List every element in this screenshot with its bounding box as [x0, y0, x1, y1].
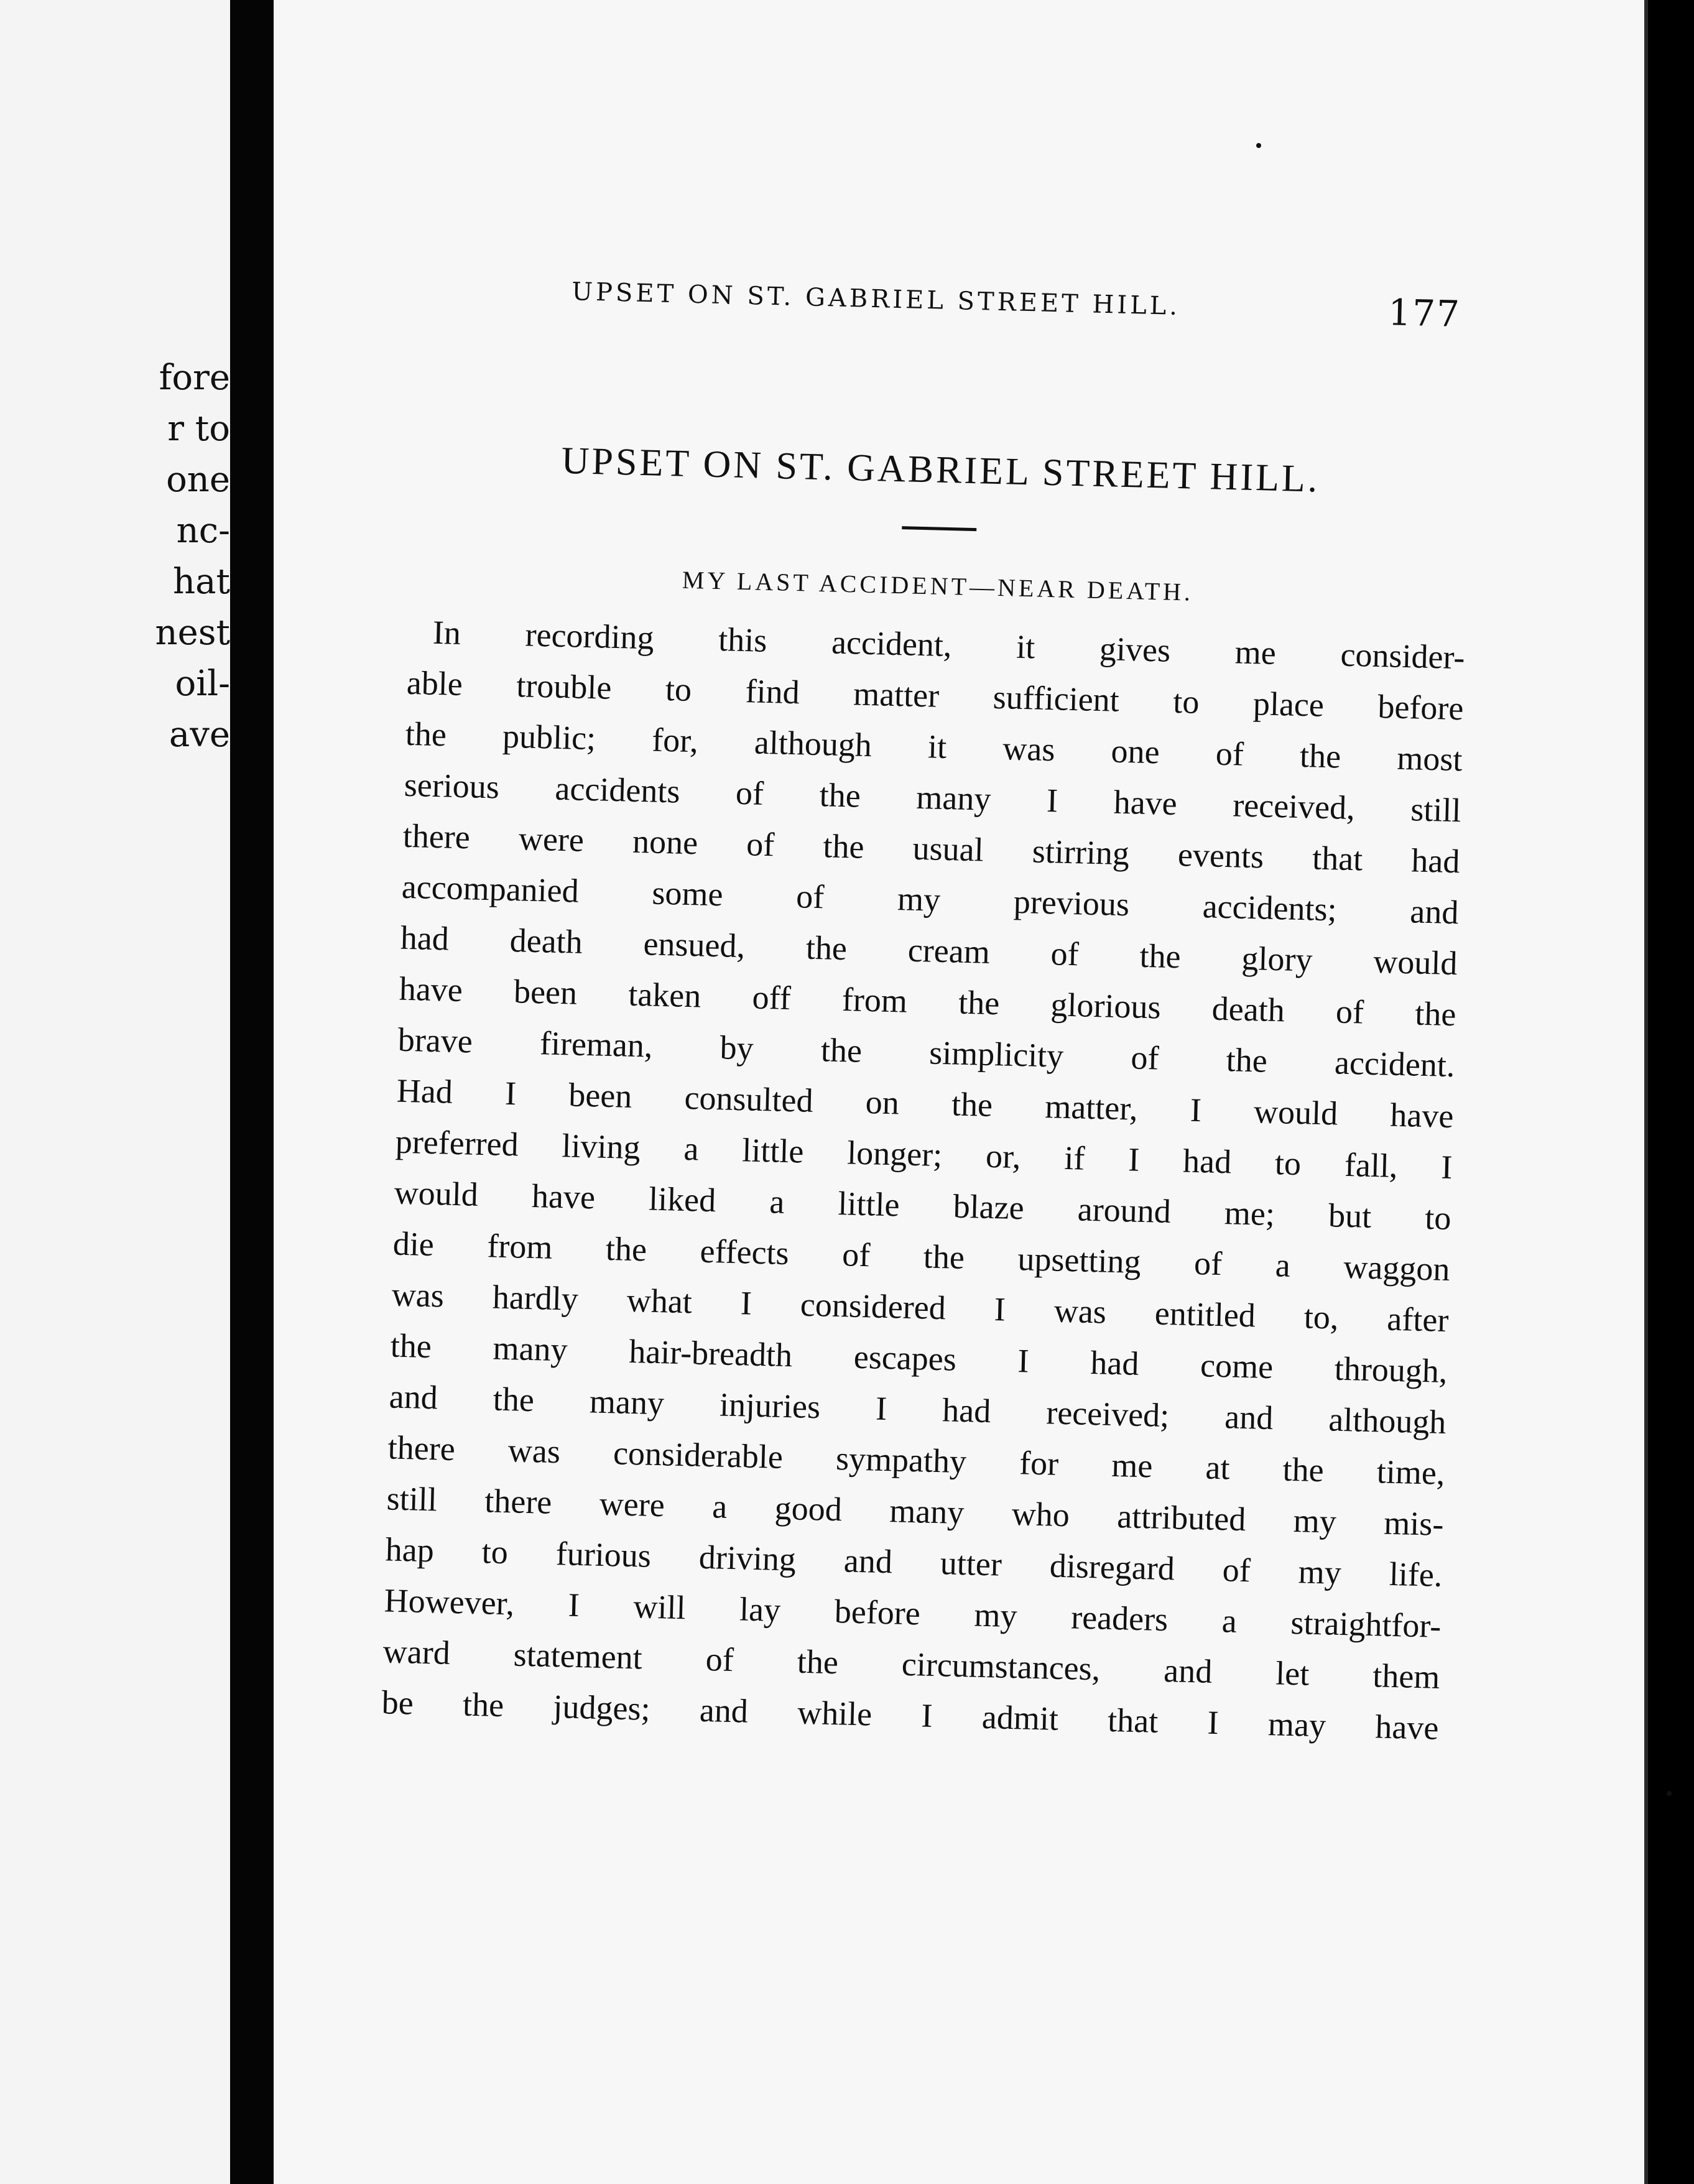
left-page-line: one [166, 460, 230, 500]
body-line: the many hair-breadth escapes I had come through, [390, 1326, 1448, 1390]
body-text [381, 606, 1466, 1754]
body-line: was hardly what I considered I was entitled to, after [391, 1275, 1450, 1340]
body-line: serious accidents of the many I have received, still [404, 766, 1462, 830]
running-head [416, 274, 1474, 337]
book-gutter [230, 0, 274, 2184]
left-page-line: hat [173, 562, 230, 602]
body-line: be the judges; and while I admit that I may have [381, 1683, 1440, 1747]
left-page-line: r to [167, 409, 230, 449]
body-line: preferred living a little longer; or, if I had to fall, I [395, 1122, 1453, 1187]
body-line: accompanied some of my previous accidents; and [401, 868, 1460, 932]
body-line: have been taken off from the glorious death of the [399, 969, 1457, 1034]
body-line: Had I been consulted on the matter, I would have [396, 1071, 1455, 1136]
body-line: still there were a good many who attributed my mis- [386, 1479, 1445, 1543]
body-line: able trouble to find matter sufficient to place before [406, 664, 1465, 728]
left-page-line: fore [159, 358, 230, 398]
body-line: die from the effects of the upsetting of a waggon [392, 1224, 1451, 1289]
body-line: ward statement of the circumstances, and let them [382, 1632, 1441, 1696]
left-page-line: ave [169, 715, 230, 755]
scan-speck [1256, 143, 1261, 148]
page-number: 177 [1387, 291, 1461, 336]
body-line: However, I will lay before my readers a straightfor- [384, 1581, 1442, 1645]
body-line: would have liked a little blaze around me; but to [394, 1173, 1452, 1238]
page-content [381, 274, 1474, 1754]
body-line: and the many injuries I had received; and although [389, 1377, 1447, 1441]
body-line: brave fireman, by the simplicity of the accident. [397, 1020, 1456, 1085]
scan-speck [1667, 1791, 1672, 1796]
running-head-title: UPSET ON ST. GABRIEL STREET HILL. [571, 277, 1181, 322]
body-line: In recording this accident, it gives me consider- [432, 613, 1466, 677]
body-line: hap to furious driving and utter disregard of my life. [385, 1530, 1443, 1594]
left-page-fragment [0, 0, 230, 2184]
chapter-title: UPSET ON ST. GABRIEL STREET HILL. [560, 439, 1321, 501]
left-page-line: nc- [176, 511, 230, 551]
body-line: the public; for, although it was one of the most [405, 715, 1463, 779]
right-page [274, 0, 1648, 2184]
body-line: there was considerable sympathy for me at the time, [387, 1428, 1446, 1492]
title-rule [902, 526, 976, 531]
chapter-subtitle: MY LAST ACCIDENT—NEAR DEATH. [682, 565, 1194, 606]
left-page-line: oil- [175, 664, 230, 704]
left-page-line: nest [155, 613, 230, 653]
body-line: there were none of the usual stirring events that had [402, 817, 1461, 881]
body-line: had death ensued, the cream of the glory would [400, 918, 1458, 983]
